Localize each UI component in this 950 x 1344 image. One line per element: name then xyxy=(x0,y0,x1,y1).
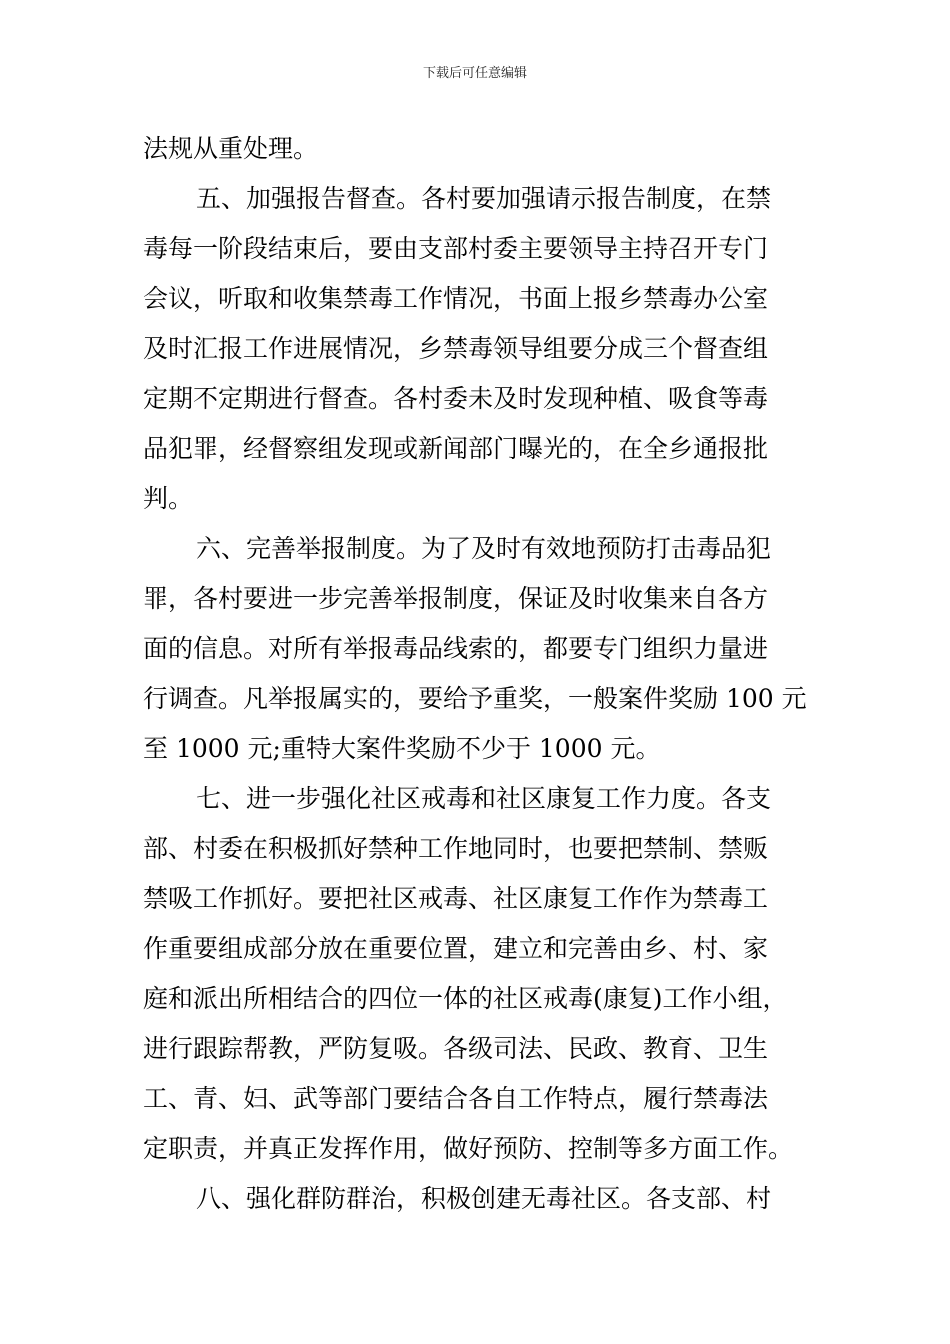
text-line: 进行跟踪帮教，严防复吸。各级司法、民政、教育、卫生 xyxy=(143,1034,769,1063)
text-line: 法规从重处理。 xyxy=(143,134,319,163)
text-line: 作重要组成部分放在重要位置，建立和完善由乡、村、家 xyxy=(143,934,769,963)
page-header: 下载后可任意编辑 xyxy=(422,66,527,81)
text-line: 行调查。凡举报属实的，要给予重奖，一般案件奖励 100 元 xyxy=(143,684,807,713)
section-8-heading-line: 八、强化群防群治，积极创建无毒社区。各支部、村 xyxy=(196,1184,772,1213)
text-line: 会议，听取和收集禁毒工作情况，书面上报乡禁毒办公室 xyxy=(143,284,769,313)
section-6-heading-line: 六、完善举报制度。为了及时有效地预防打击毒品犯 xyxy=(196,534,772,563)
document-body xyxy=(143,124,808,1224)
text-line: 面的信息。对所有举报毒品线索的，都要专门组织力量进 xyxy=(143,634,769,663)
text-line: 定期不定期进行督查。各村委未及时发现种植、吸食等毒 xyxy=(143,384,769,413)
text-line: 品犯罪，经督察组发现或新闻部门曝光的，在全乡通报批 xyxy=(143,434,769,463)
section-5-heading-line: 五、加强报告督查。各村要加强请示报告制度，在禁 xyxy=(196,184,772,213)
text-line: 判。 xyxy=(143,484,194,513)
text-line: 定职责，并真正发挥作用，做好预防、控制等多方面工作。 xyxy=(143,1134,794,1163)
section-7-heading-line: 七、进一步强化社区戒毒和社区康复工作力度。各支 xyxy=(196,784,772,813)
text-line: 及时汇报工作进展情况，乡禁毒领导组要分成三个督查组 xyxy=(143,334,769,363)
text-line: 部、村委在积极抓好禁种工作地同时，也要把禁制、禁贩 xyxy=(143,834,769,863)
text-line: 工、青、妇、武等部门要结合各自工作特点，履行禁毒法 xyxy=(143,1084,769,1113)
text-line: 毒每一阶段结束后，要由支部村委主要领导主持召开专门 xyxy=(143,234,769,263)
text-line: 罪，各村要进一步完善举报制度，保证及时收集来自各方 xyxy=(143,584,769,613)
text-line: 至 1000 元;重特大案件奖励不少于 1000 元。 xyxy=(143,734,661,763)
text-line: 禁吸工作抓好。要把社区戒毒、社区康复工作作为禁毒工 xyxy=(143,884,769,913)
text-line: 庭和派出所相结合的四位一体的社区戒毒(康复)工作小组， xyxy=(143,984,788,1013)
